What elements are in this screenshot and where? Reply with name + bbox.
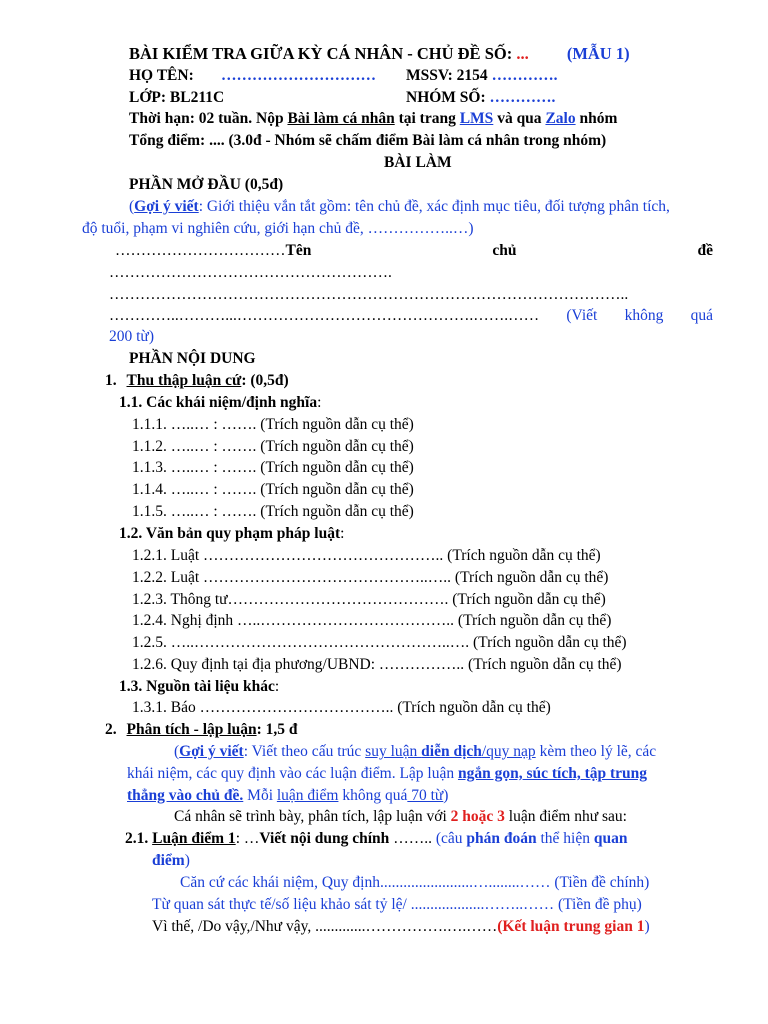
basis-label: (Tiền đề chính) <box>550 874 650 891</box>
mssv-label: MSSV: 2154 <box>406 67 488 84</box>
law-item: 1.2.1. Luật ……………………………………….. (Trích nguồn dẫn cụ thể) <box>132 547 601 564</box>
deadline-prefix: Thời hạn: 02 tuần. Nộp <box>129 110 284 127</box>
point-2-1-line2-paren: ) <box>184 852 190 869</box>
law-item: 1.2.6. Quy định tại địa phương/UBND: …………….. (Trích nguồn dẫn cụ thể) <box>132 656 622 673</box>
present-count: 2 hoặc 3 <box>450 808 505 825</box>
lms-link[interactable]: LMS <box>459 110 494 127</box>
law-item: 1.2.5. …..…………………………………………..…. (Trích nguồn dẫn cụ thể) <box>132 634 627 651</box>
limit-word-3: quá <box>690 307 713 324</box>
point-2-1-c: …….. <box>389 830 432 847</box>
form-code: (MẪU 1) <box>566 44 630 63</box>
law-item: 1.2.3. Thông tư……………………………………. (Trích nguồn dẫn cụ thể) <box>132 591 606 608</box>
hint2-line3b: Mỗi <box>243 787 277 804</box>
section-1-number: 1. <box>105 372 117 389</box>
hint2-b: kèm theo lý lẽ, các <box>535 743 657 760</box>
section-1-3-title: 1.3. Nguồn tài liệu khác <box>119 678 275 695</box>
intro-heading: PHẦN MỞ ĐẦU (0,5đ) <box>129 176 284 193</box>
topic-dots: …………………………… <box>115 242 286 259</box>
hint2-line3c: luận điểm <box>276 787 339 804</box>
hint2-deductive: diễn dịch <box>421 743 482 760</box>
basis-text: Căn cứ các khái niệm, Quy định........................…........…… <box>180 874 551 891</box>
concept-item: 1.1.3. …..… : ……. (Trích nguồn dẫn cụ thể) <box>132 459 414 476</box>
concept-item: 1.1.5. …..… : ……. (Trích nguồn dẫn cụ thể) <box>132 503 414 520</box>
class-label: LỚP: BL211C <box>129 89 225 106</box>
observation-text: Từ quan sát thực tế/số liệu khảo sát tỷ lệ/ ...................……..…… <box>152 896 555 913</box>
zalo-link[interactable]: Zalo <box>545 110 576 127</box>
hint2-suy: suy luận <box>365 743 422 760</box>
limit-word-1: (Viết <box>566 307 598 324</box>
deadline-mid: tại trang <box>398 110 456 127</box>
section-2-score: : 1,5 đ <box>256 721 298 738</box>
section-2-number: 2. <box>105 721 117 738</box>
observation-label: (Tiền đề phụ) <box>554 896 642 913</box>
intro-dots-2: ……………………………………………………………………………………….. <box>109 286 629 303</box>
hint2-line2a: khái niệm, các quy định vào các luận điểm. Lập luận <box>127 765 458 782</box>
point-2-1-judgement: phán đoán <box>466 830 537 847</box>
hint2-a: : Viết theo cấu trúc <box>243 743 366 760</box>
hint2-line3e: 70 từ <box>407 787 444 804</box>
section-1-heading <box>105 371 289 391</box>
section-1-1-colon: : <box>317 394 322 411</box>
content-heading: PHẦN NỘI DUNG <box>129 350 256 367</box>
basis-line <box>180 873 649 893</box>
topic-number-dots: ... <box>516 44 529 63</box>
limit-line-2: 200 từ) <box>109 328 154 345</box>
point-2-1-title: Luận điểm 1 <box>152 830 236 847</box>
present-c: luận điểm như sau: <box>504 808 627 825</box>
point-2-1-a: : … <box>235 830 260 847</box>
conclusion-text: Vì thế, /Do vậy,/Như vậy, .............…………….….…… <box>152 918 498 935</box>
point-2-1-g: quan <box>593 830 628 847</box>
point-2-1-main: Viết nội dung chính <box>259 830 390 847</box>
observation-line <box>152 895 642 915</box>
hint2-line2b: ngắn gọn, súc tích, tập trung <box>457 765 648 782</box>
section-2-title: Phân tích - lập luận <box>126 721 257 738</box>
hint2-line3a: thẳng vào chủ đề. <box>127 787 244 804</box>
law-item: 1.2.2. Luật ……………………………………..….. (Trích nguồn dẫn cụ thể) <box>132 569 609 586</box>
section-1-3-colon: : <box>274 678 280 695</box>
hint2-line3d: không quá <box>338 787 408 804</box>
hint2-line3 <box>127 786 448 806</box>
deadline-mid2: và qua <box>497 110 542 127</box>
topic-word-1: Tên <box>285 242 312 259</box>
group-field: …………. <box>489 89 556 106</box>
section-1-1-title: 1.1. Các khái niệm/định nghĩa <box>119 394 318 411</box>
section-1-score: : (0,5đ) <box>241 372 289 389</box>
intro-dots-1: ………………………………………………. <box>109 264 392 281</box>
hint2-open: ( <box>174 743 180 760</box>
other-source-item: 1.3.1. Báo ……………………………….. (Trích nguồn dẫn cụ thể) <box>132 699 551 716</box>
name-row <box>129 66 194 86</box>
point-2-1-line2-word: điểm <box>152 852 185 869</box>
limit-word-2: không <box>624 307 664 324</box>
law-item: 1.2.4. Nghị định …..……………………………….. (Trích nguồn dẫn cụ thể) <box>132 612 612 629</box>
point-2-1-line1 <box>125 829 627 849</box>
point-2-1-line2 <box>152 851 190 871</box>
concept-item: 1.1.2. …..… : ……. (Trích nguồn dẫn cụ thể) <box>132 438 414 455</box>
individual-work-link[interactable]: Bài làm cá nhân <box>287 110 395 127</box>
hint2-inductive: /quy nạp <box>481 743 536 760</box>
mssv-field: …………. <box>491 67 558 84</box>
intro-dots-3-line <box>109 306 713 326</box>
hint-open: ( <box>129 198 135 215</box>
section-1-2-colon: : <box>340 525 345 542</box>
hint2-line1 <box>174 742 656 762</box>
concept-item: 1.1.4. …..… : ……. (Trích nguồn dẫn cụ thể) <box>132 481 414 498</box>
topic-word-2: chủ <box>492 242 517 259</box>
hint-label: Gợi ý viết <box>134 198 199 215</box>
conclusion-label: (Kết luận trung gian 1 <box>497 918 645 935</box>
point-2-1-number: 2.1. <box>125 830 149 847</box>
hint2-label: Gợi ý viết <box>179 743 244 760</box>
section-1-2-title: 1.2. Văn bản quy phạm pháp luật <box>119 525 341 542</box>
topic-word-3: đề <box>697 242 713 259</box>
section-1-3-heading <box>119 677 279 697</box>
intro-hint-line2: độ tuổi, phạm vi nghiên cứu, giới hạn chủ đề, ……………..…) <box>82 220 474 237</box>
group-label: NHÓM SỐ: <box>406 89 486 106</box>
name-field: ………………………… <box>221 67 376 84</box>
hint2-line3f: ) <box>443 787 449 804</box>
conclusion-line <box>152 917 650 937</box>
section-2-heading <box>105 720 297 740</box>
section-1-title: Thu thập luận cứ <box>126 372 242 389</box>
section-1-2-heading <box>119 524 344 544</box>
score-line: Tổng điểm: .... (3.0đ - Nhóm sẽ chấm điểm Bài làm cá nhân trong nhóm) <box>129 132 607 149</box>
section-1-1-heading <box>119 393 321 413</box>
topic-name-line <box>115 241 713 261</box>
deadline-suffix: nhóm <box>579 110 618 127</box>
deadline-line <box>129 109 617 129</box>
group-row <box>406 88 555 108</box>
intro-dots-3: …………..………...……………………………………….…….…… <box>109 307 540 324</box>
name-label: HỌ TÊN: <box>129 67 194 84</box>
present-line <box>174 807 627 827</box>
title-text: BÀI KIỂM TRA GIỮA KỲ CÁ NHÂN - CHỦ ĐỀ SỐ: <box>129 44 513 63</box>
bai-lam-heading: BÀI LÀM <box>384 154 452 171</box>
mssv-row <box>406 66 557 86</box>
intro-hint-line1 <box>129 197 670 217</box>
concept-item: 1.1.1. …..… : ……. (Trích nguồn dẫn cụ thể) <box>132 416 414 433</box>
conclusion-paren: ) <box>644 918 650 935</box>
hint2-line2 <box>127 764 647 784</box>
point-2-1-d: (câu <box>431 830 467 847</box>
present-a: Cá nhân sẽ trình bày, phân tích, lập luận với <box>174 808 451 825</box>
hint-text-1: : Giới thiệu vắn tắt gồm: tên chủ đề, xác định mục tiêu, đối tượng phân tích, <box>198 198 670 215</box>
point-2-1-f: thể hiện <box>536 830 594 847</box>
doc-title <box>129 44 630 64</box>
